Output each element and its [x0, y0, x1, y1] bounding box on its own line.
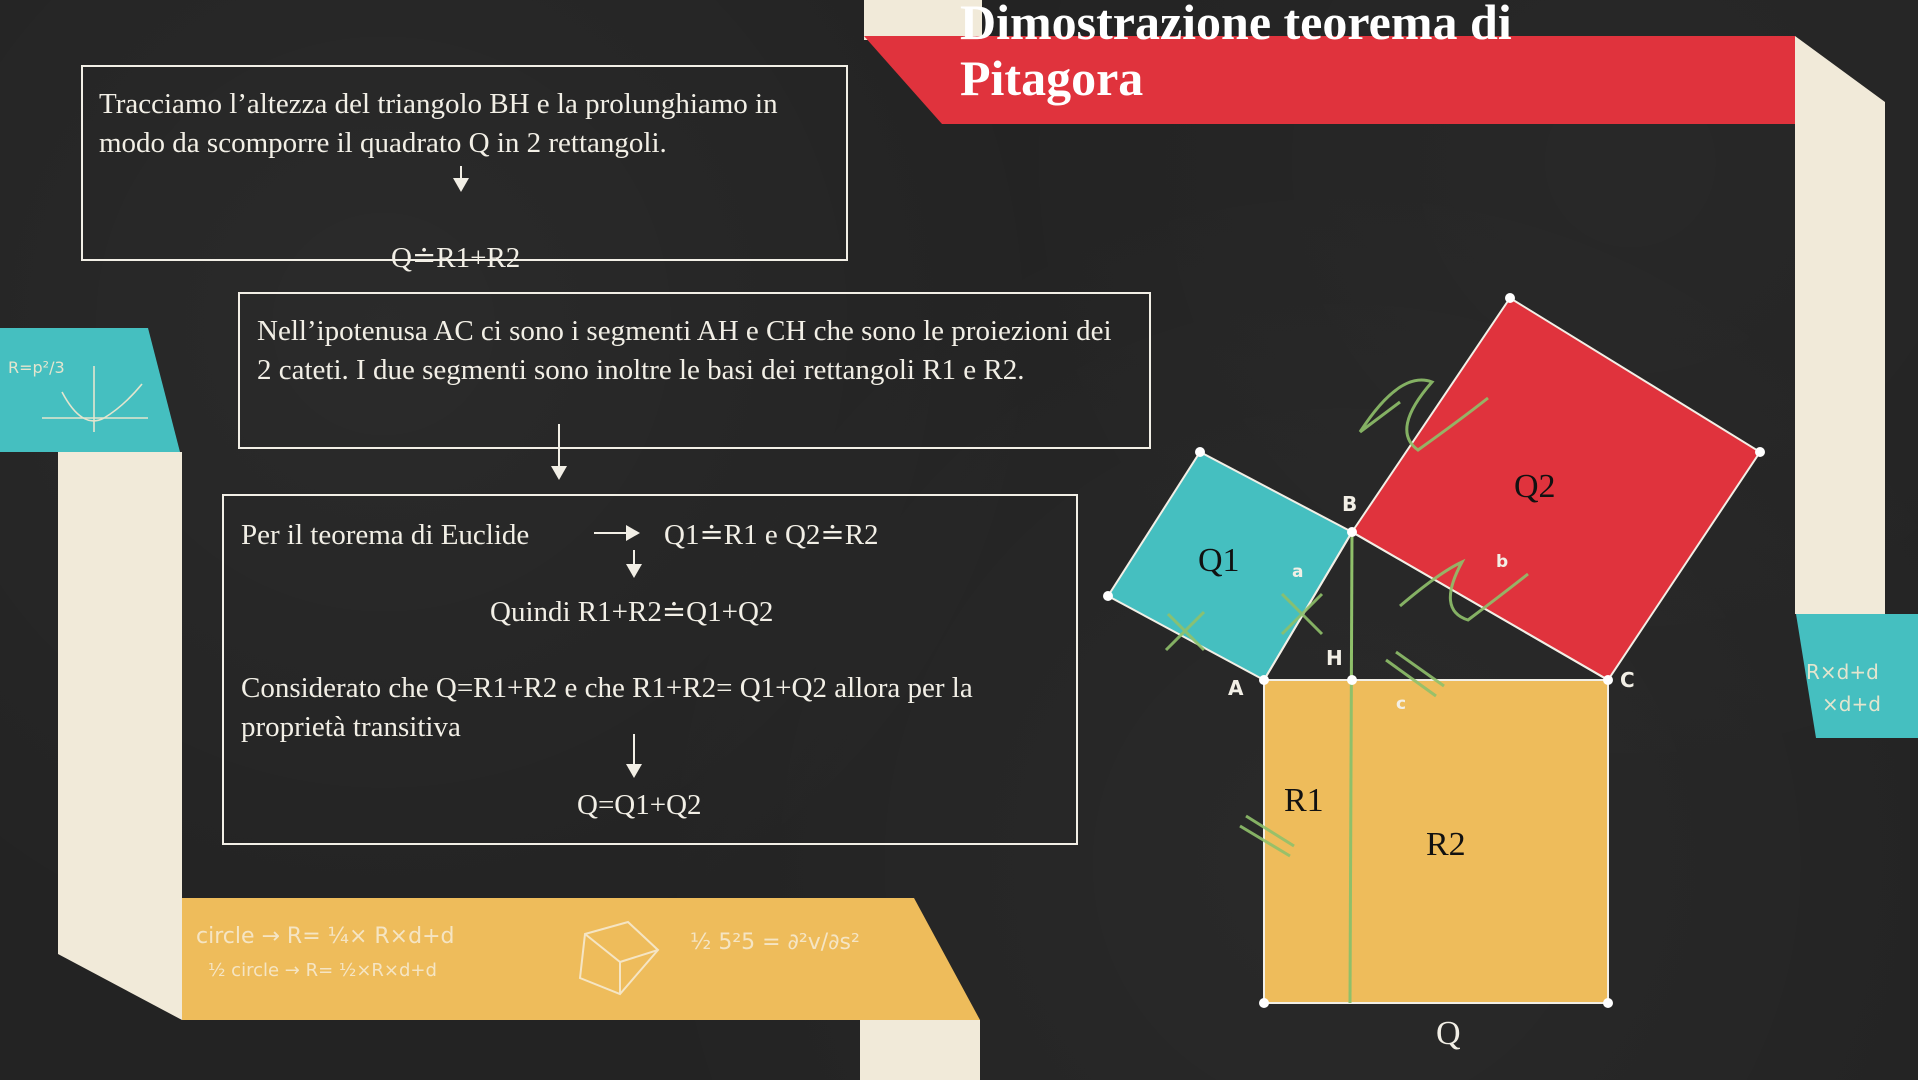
side-a: a: [1292, 562, 1304, 582]
cream-ribbon-left: [58, 452, 182, 1020]
bottom-banner: [182, 898, 980, 1020]
cream-ribbon-right: [1795, 36, 1885, 614]
side-c: c: [1396, 694, 1407, 714]
final-result: Q=Q1+Q2: [577, 789, 702, 821]
page-title: Dimostrazione teorema di Pitagora: [960, 0, 1512, 106]
considerato-arrow: [633, 734, 635, 776]
banner-text-3: ½ 5²5 = ∂²v/∂s²: [690, 930, 860, 955]
cream-ribbon-bottom: [860, 1020, 980, 1080]
euclid-down-arrow: [633, 550, 635, 576]
euclid-result: Q1≐R1 e Q2≐R2: [664, 519, 879, 551]
step-2-arrow: [558, 424, 560, 478]
sticker-right-text-2: ×d+d: [1822, 692, 1881, 716]
side-b: b: [1496, 552, 1509, 572]
banner-text-2: ½ circle → R= ½×R×d+d: [208, 960, 437, 981]
label-r2: R2: [1426, 826, 1466, 863]
sticker-right-text-1: R×d+d: [1806, 660, 1879, 684]
banner-text-1: circle → R= ¼× R×d+d: [196, 924, 455, 949]
label-q1: Q1: [1198, 542, 1240, 579]
vertex-a: A: [1228, 676, 1244, 700]
step-1-formula: Q≐R1+R2: [391, 242, 521, 274]
square-q2: [1352, 298, 1760, 680]
euclid-arrow: [594, 532, 638, 534]
vertex-b: B: [1342, 492, 1358, 516]
considerato-text: Considerato che Q=R1+R2 e che R1+R2= Q1+Q2 allora per la proprietà transitiva: [241, 672, 973, 743]
label-q: Q: [1436, 1015, 1461, 1052]
step-1-text: Tracciamo l’altezza del triangolo BH e la prolunghiamo in modo da scomporre il quadrato Q in 2 rettangoli.: [99, 88, 778, 159]
vertex-c: C: [1620, 668, 1635, 692]
euclid-text: Per il teorema di Euclide: [241, 519, 530, 551]
label-r1: R1: [1284, 782, 1324, 819]
step-2-text: Nell’ipotenusa AC ci sono i segmenti AH e CH che sono le proiezioni dei 2 cateti. I due segmenti sono inoltre le basi dei rettangoli R1 e R2.: [257, 315, 1112, 386]
vertex-h: H: [1326, 646, 1343, 670]
step-1-arrow: [460, 166, 462, 190]
sticker-left-text: R=p²/3: [8, 358, 65, 377]
label-q2: Q2: [1514, 468, 1556, 505]
altitude-line: [1350, 532, 1352, 1003]
sticker-left: [0, 328, 180, 452]
quindi-text: Quindi R1+R2≐Q1+Q2: [490, 596, 774, 628]
